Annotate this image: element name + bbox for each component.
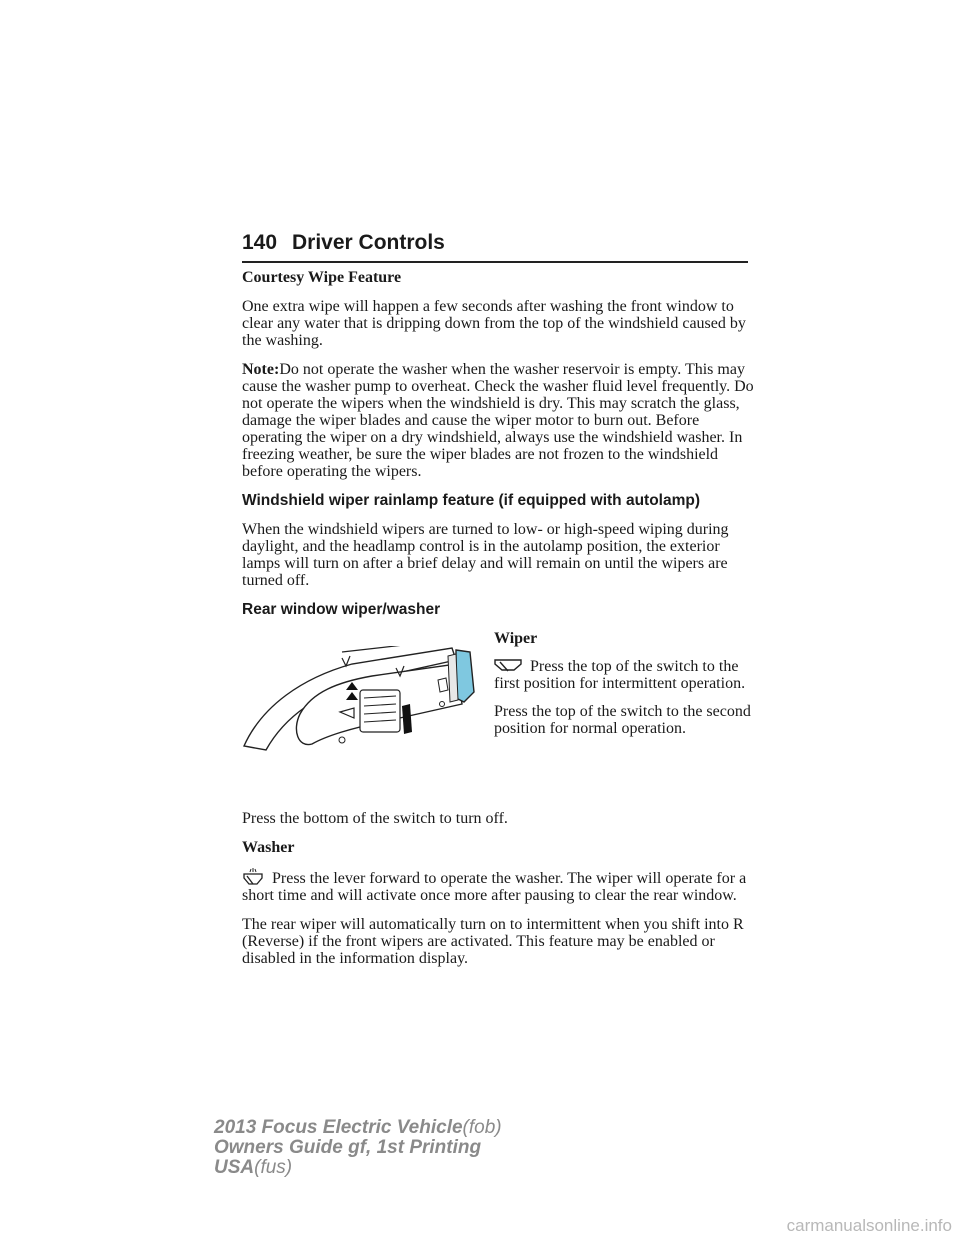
footer-market: USA: [214, 1157, 255, 1178]
wiper-stalk-illustration: [242, 646, 482, 752]
page-content: [242, 269, 754, 979]
footer-market-code: (fus): [254, 1157, 293, 1178]
page-header: [242, 229, 748, 263]
footer-line-1: [214, 1118, 502, 1138]
footer-line-3: [214, 1158, 502, 1178]
rear-wiper-washer-heading: Rear window wiper/washer: [242, 601, 441, 618]
wiper-instructions: [494, 630, 756, 748]
note-text: Do not operate the washer when the washer reservoir is empty. This may cause the washer pump to overheat. Check the washer fluid level frequently. Do not operate the wipers when the windshield is dry. This may scratch the glass, damage the wiper blades and cause the wiper motor to burn out. Before operating the wiper on a dry windshield, always use the windshield washer. In freezing weather, be sure the wiper blades are not frozen to the windshield before operating the wipers.: [242, 361, 754, 480]
wiper-section: [242, 630, 754, 802]
footer-model: 2013 Focus Electric Vehicle: [214, 1117, 463, 1138]
section-title: Driver Controls: [292, 231, 445, 254]
page-footer: [214, 1118, 502, 1178]
wiper-heading: Wiper: [494, 630, 538, 647]
washer-heading: Washer: [242, 839, 295, 856]
wiper-paragraph-1-text: Press the top of the switch to the first position for intermittent operation.: [494, 658, 746, 692]
courtesy-wipe-body: One extra wipe will happen a few seconds after washing the front window to clear any water that is dripping down from the top of the windshield caused by the washing.: [242, 298, 746, 349]
rear-washer-icon: [242, 868, 264, 886]
rear-wiper-icon: [494, 658, 522, 674]
footer-model-code: (fob): [462, 1117, 502, 1138]
courtesy-wipe-heading: Courtesy Wipe Feature: [242, 269, 402, 286]
rainlamp-body: When the windshield wipers are turned to low- or high-speed wiping during daylight, and the headlamp control is in the autolamp position, the exterior lamps will turn on after a brief delay and will remain on until the wipers are turned off.: [242, 521, 729, 589]
wiper-off-text: Press the bottom of the switch to turn off.: [242, 810, 508, 827]
reverse-paragraph: The rear wiper will automatically turn on to intermittent when you shift into R (Reverse) if the front wipers are activated. This feature may be enabled or disabled in the information display.: [242, 916, 744, 967]
wiper-paragraph-1: [494, 658, 756, 692]
page-number: 140: [242, 231, 278, 254]
watermark: carmanualsonline.info: [786, 1216, 952, 1235]
footer-line-2: Owners Guide gf, 1st Printing: [214, 1137, 482, 1158]
washer-paragraph-text: Press the lever forward to operate the washer. The wiper will operate for a short time and will activate once more after pausing to clear the rear window.: [242, 870, 747, 904]
wiper-paragraph-2: Press the top of the switch to the second position for normal operation.: [494, 703, 751, 737]
washer-paragraph: [242, 868, 754, 904]
rainlamp-heading: Windshield wiper rainlamp feature (if equipped with autolamp): [242, 492, 701, 509]
note-label: Note:: [242, 361, 280, 378]
note-paragraph: [242, 361, 754, 480]
